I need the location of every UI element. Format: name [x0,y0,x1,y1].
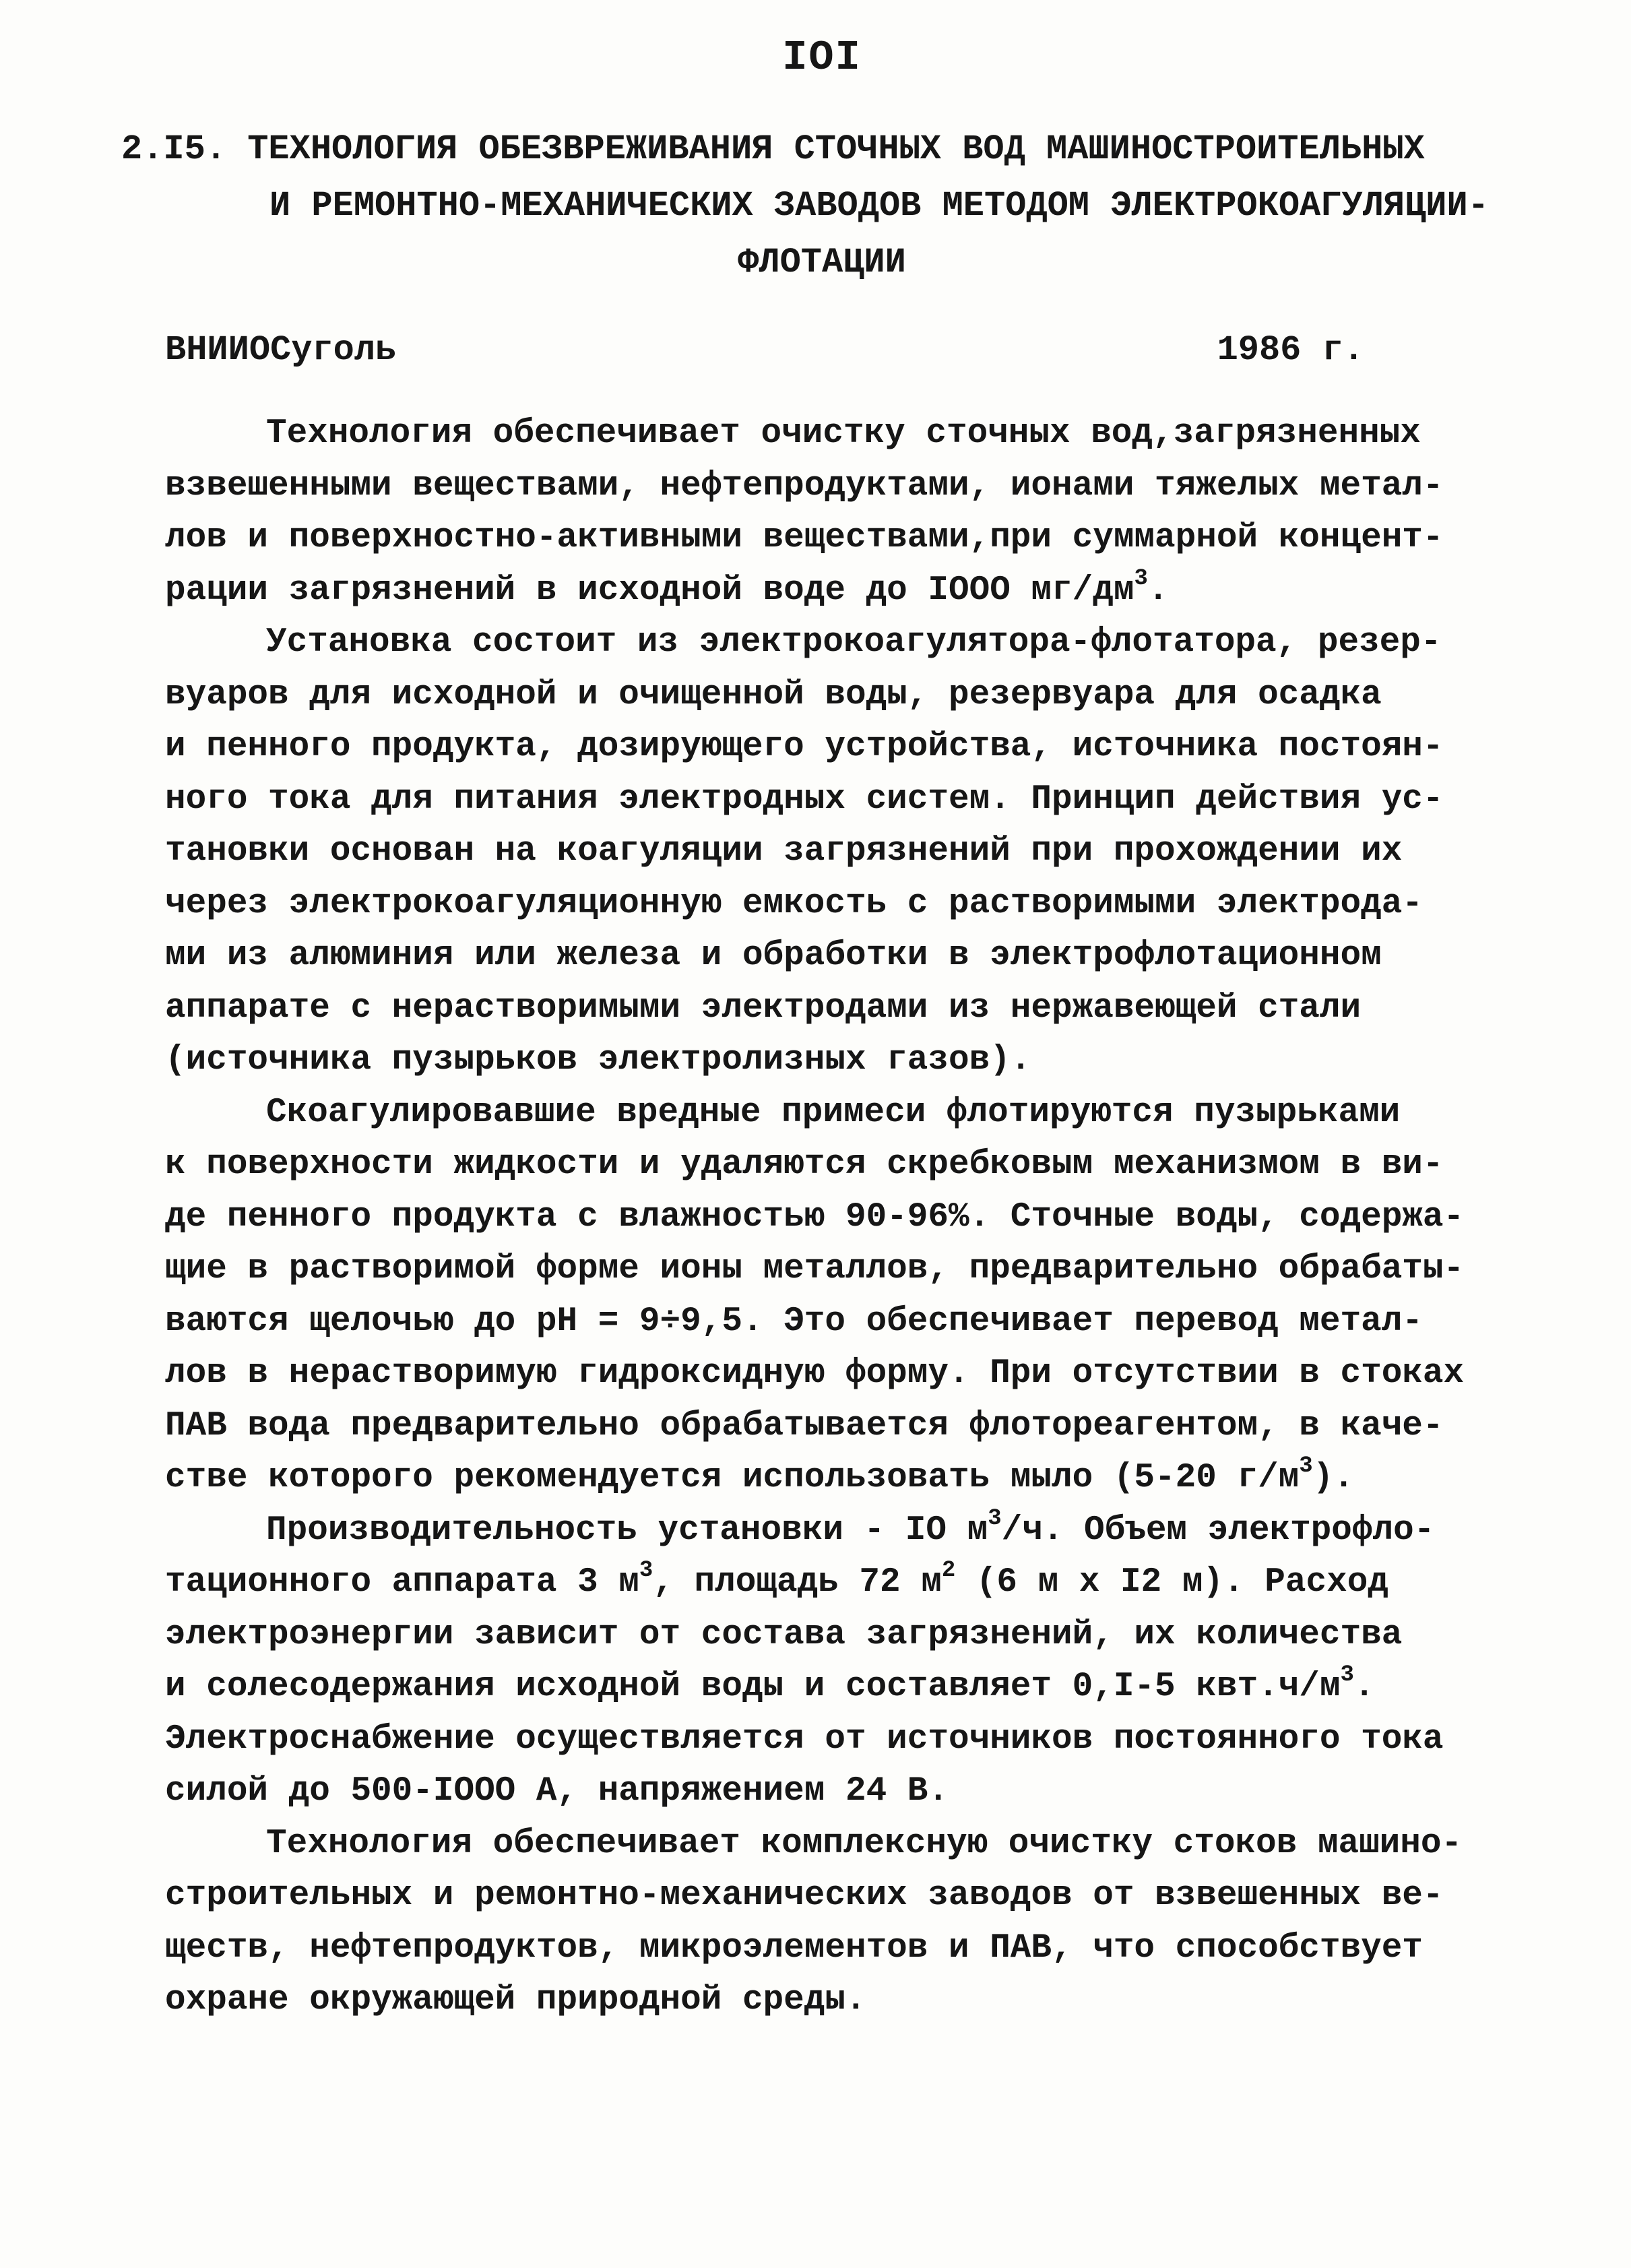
text-fragment: и солесодержания исходной воды и составляет 0,I-5 квт.ч/м [165,1668,1341,1706]
text-line [165,1452,1496,1505]
paragraph-1 [165,408,1496,617]
publication-year: 1986 г. [1217,330,1364,370]
text-line [165,1661,1496,1713]
text-line: ПАВ вода предварительно обрабатывается флотореагентом, в каче- [165,1406,1444,1445]
text-line: ществ, нефтепродуктов, микроэлементов и ПАВ, что способствует [165,1928,1423,1967]
text-line: аппарате с нерастворимыми электродами из нержавеющей стали [165,988,1362,1028]
text-line: взвешенными веществами, нефтепродуктами, ионами тяжелых метал- [165,466,1444,505]
paragraph-2 [165,617,1496,1087]
text-line [165,565,1496,617]
text-fragment: Производительность установки - IO м [266,1511,988,1550]
text-fragment: (6 м x I2 м). Расход [955,1563,1388,1602]
superscript: 3 [639,1558,653,1583]
text-line: де пенного продукта с влажностью 90-96%. Сточные воды, содержа- [165,1197,1465,1236]
paragraph-3 [165,1087,1496,1505]
text-line: ми из алюминия или железа и обработки в электрофлотационном [165,937,1382,975]
text-line: охране окружающей природной среды. [165,1981,866,2019]
text-line: электроэнергии зависит от состава загрязнений, их количества [165,1615,1403,1654]
text-line: щие в растворимой форме ионы металлов, предварительно обрабаты- [165,1250,1465,1288]
text-line: лов и поверхностно-активными веществами,при суммарной концент- [165,519,1444,557]
section-heading [121,121,1523,291]
superscript: 3 [1340,1662,1354,1688]
text-fragment: тационного аппарата 3 м [165,1563,639,1602]
text-line: ного тока для питания электродных систем. Принцип действия ус- [165,780,1444,819]
text-fragment: /ч. Объем электрофло- [1001,1511,1435,1550]
text-line [165,1505,1496,1557]
paragraph-4 [165,1505,1496,1818]
paragraph-5 [165,1818,1496,2027]
text-fragment: . [1353,1668,1375,1706]
text-line: Технология обеспечивает комплексную очистку стоков машино- [266,1824,1463,1863]
body-text [165,408,1496,2027]
superscript: 3 [1134,565,1148,592]
text-line: тановки основан на коагуляции загрязнений при прохождении их [165,832,1403,871]
text-line: строительных и ремонтно-механических заводов от взвешенных ве- [165,1877,1444,1915]
text-fragment: . [1147,571,1169,610]
organization-name: ВНИИОСуголь [165,330,397,370]
text-line: Технология обеспечивает очистку сточных вод,загрязненных [266,414,1421,453]
text-fragment: , площадь 72 м [653,1563,942,1602]
heading-line-1: 2.I5. ТЕХНОЛОГИЯ ОБЕЗВРЕЖИВАНИЯ СТОЧНЫХ ВОД МАШИНОСТРОИТЕЛЬНЫХ [121,129,1425,169]
text-line [165,1556,1496,1609]
text-line: через электрокоагуляционную емкость с растворимыми электрода- [165,884,1423,923]
text-line: силой до 500-IOOO А, напряжением 24 В. [165,1772,949,1810]
text-line: вуаров для исходной и очищенной воды, резервуара для осадка [165,675,1382,714]
text-fragment: рации загрязнений в исходной воде до IOOO мг/дм [165,571,1134,610]
superscript: 2 [941,1558,956,1583]
superscript: 3 [1299,1453,1313,1479]
text-fragment: ). [1312,1459,1354,1497]
text-line: (источника пузырьков электролизных газов). [165,1041,1031,1079]
text-line: ваются щелочью до pH = 9÷9,5. Это обеспечивает перевод метал- [165,1302,1423,1341]
text-line: лов в нерастворимую гидроксидную форму. При отсутствии в стоках [165,1354,1465,1393]
heading-line-2: И РЕМОНТНО-МЕХАНИЧЕСКИХ ЗАВОДОВ МЕТОДОМ ЭЛЕКТРОКОАГУЛЯЦИИ- [269,186,1489,226]
text-line: Скоагулировавшие вредные примеси флотируются пузырьками [266,1093,1401,1132]
text-line: Электроснабжение осуществляется от источников постоянного тока [165,1720,1444,1759]
page-number: IOI [782,34,862,82]
text-line: и пенного продукта, дозирующего устройства, источника постоян- [165,728,1444,766]
superscript: 3 [988,1505,1002,1532]
text-line: Установка состоит из электрокоагулятора-флотатора, резер- [266,623,1442,662]
text-fragment: стве которого рекомендуется использовать мыло (5-20 г/м [165,1459,1300,1497]
text-line: к поверхности жидкости и удаляются скребковым механизмом в ви- [165,1145,1444,1184]
heading-line-3: ФЛОТАЦИИ [738,243,906,282]
